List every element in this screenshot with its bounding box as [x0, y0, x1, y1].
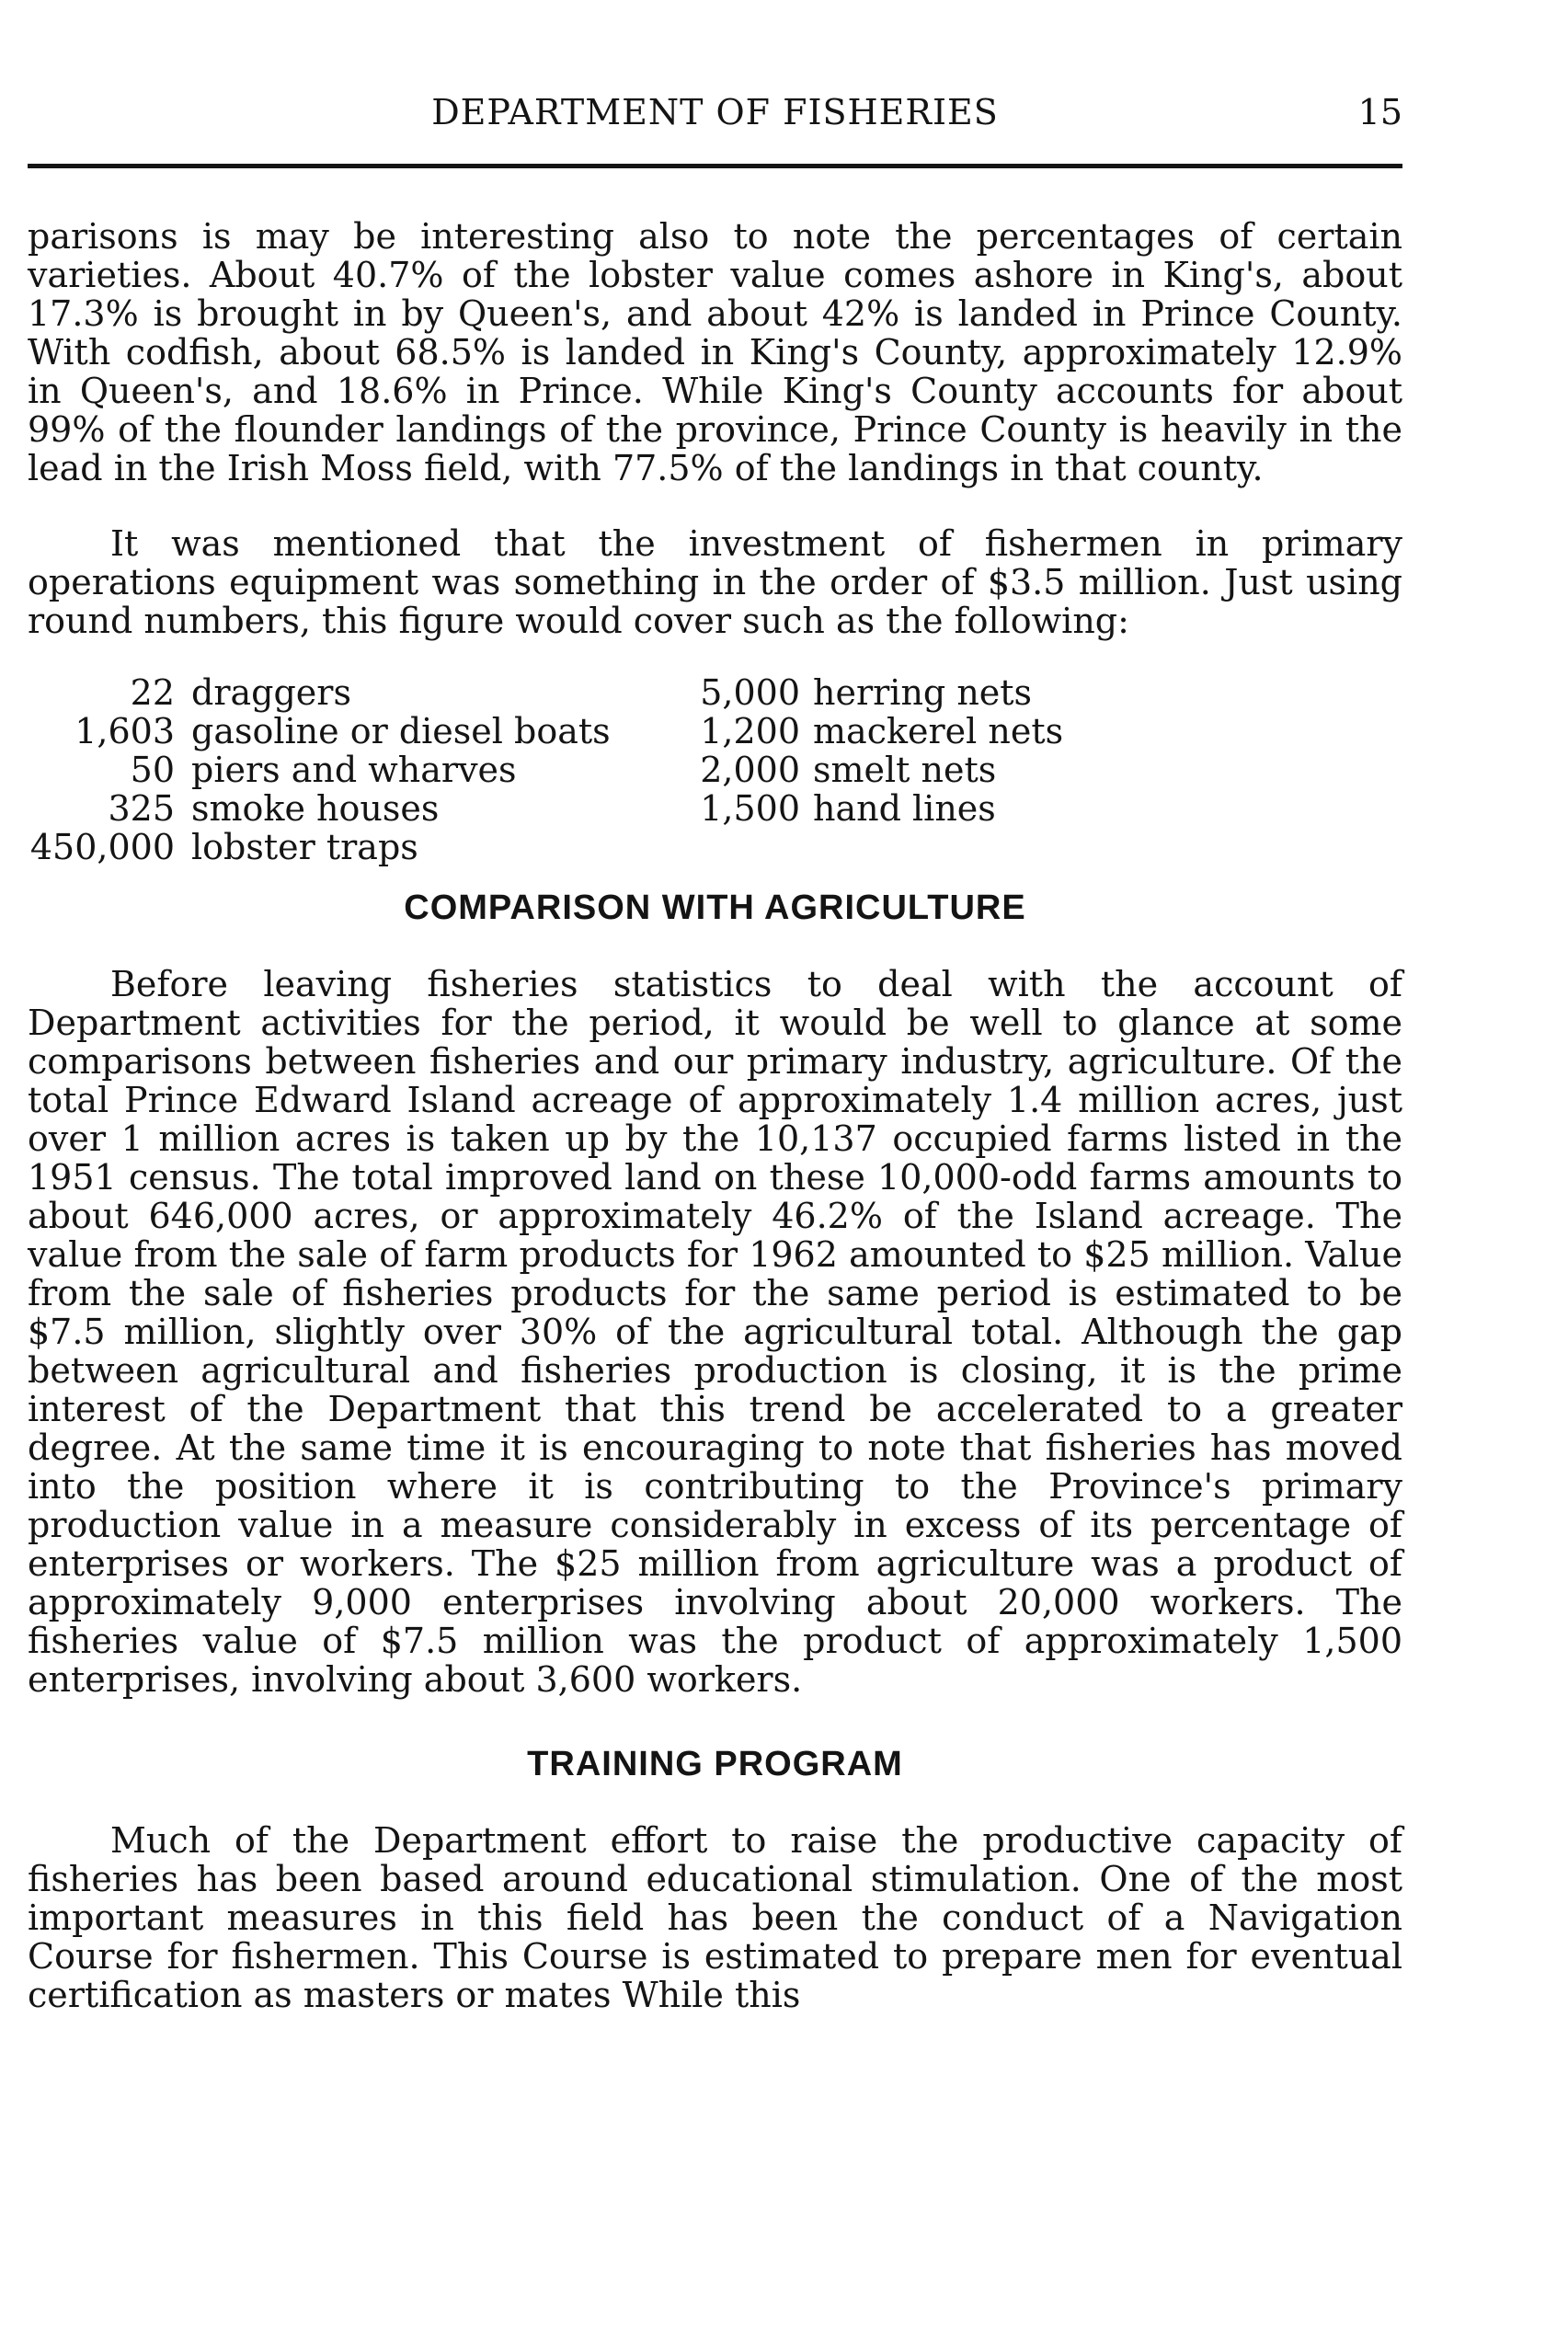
list-item: [28, 828, 690, 866]
equipment-column-left: [28, 673, 690, 866]
equipment-item: gasoline or diesel boats: [191, 711, 611, 751]
section-heading-agriculture: COMPARISON WITH AGRICULTURE: [404, 888, 1026, 927]
list-item: [28, 751, 690, 789]
paragraph-agriculture: Before leaving fisheries statistics to deal with the account of Department activities for the period, it would be well to glance at some comparisons between fisheries and our primary industry, agriculture. Of the total Prince Edward Island acreage of approximately 1.4 million acres, just over 1 million acres is taken up by the 10,137 occupied farms listed in the 1951 census. The total improved land on these 10,000-odd farms amounts to about 646,000 acres, or approximately 46.2% of the Island acreage. The value from the sale of farm products for 1962 amounted to $25 million. Value from the sale of fisheries products for the same period is estimated to be $7.5 million, slightly over 30% of the agricultural total. Although the gap between agricultural and fisheries production is closing, it is the prime interest of the Department that this trend be accelerated to a greater degree. At the same time it is encouraging to note that fisheries has moved into the position where it is contributing to the Province's primary production value in a measure considerably in excess of its percentage of enterprises or workers. The $25 million from agriculture was a product of approximately 9,000 enterprises involving about 20,000 workers. The fisheries value of $7.5 million was the product of approximately 1,500 enterprises, involving about 3,600 workers.: [28, 964, 1402, 1700]
equipment-item: smoke houses: [191, 788, 440, 829]
equipment-quantity: 2,000: [700, 750, 800, 790]
paragraph-investment: It was mentioned that the investment of fishermen in primary operations equipment was something in the order of $3.5 million. Just using round numbers, this figure would cover such as the following:: [28, 523, 1402, 641]
page-body: [28, 217, 1402, 2014]
equipment-quantity: 450,000: [29, 827, 175, 867]
page-number: 15: [1357, 92, 1402, 132]
equipment-quantity: 5,000: [700, 672, 800, 713]
equipment-quantity: 1,200: [700, 711, 800, 751]
list-item: [690, 789, 1352, 828]
paragraph-training: Much of the Department effort to raise the productive capacity of fisheries has been based around educational stimulation. One of the most important measures in this field has been the conduct of a Navigation Course for fishermen. This Course is estimated to prepare men for eventual certification as masters or mates While this: [28, 1820, 1402, 2015]
equipment-item: mackerel nets: [813, 711, 1064, 751]
equipment-item: lobster traps: [191, 827, 418, 867]
running-header: [28, 92, 1402, 143]
equipment-item: piers and wharves: [191, 750, 517, 790]
equipment-item: herring nets: [813, 672, 1033, 713]
list-item: [28, 712, 690, 751]
list-item: [690, 673, 1352, 712]
paragraph-percentages: parisons is may be interesting also to note the percentages of certain varieties. About 40.7% of the lobster value comes ashore in King's, about 17.3% is brought in by Queen's, and about 42% is landed in Prince County. With codfish, about 68.5% is landed in King's County, approximately 12.9% in Queen's, and 18.6% in Prince. While King's County accounts for about 99% of the flounder landings of the province, Prince County is heavily in the lead in the Irish Moss field, with 77.5% of the landings in that county.: [28, 216, 1402, 488]
equipment-item: draggers: [191, 672, 351, 713]
equipment-item: smelt nets: [813, 750, 997, 790]
list-item: [690, 751, 1352, 789]
equipment-quantity: 50: [130, 750, 175, 790]
equipment-quantity: 22: [130, 672, 175, 713]
list-item: [28, 673, 690, 712]
equipment-quantity: 1,603: [74, 711, 175, 751]
equipment-item: hand lines: [813, 788, 996, 829]
list-item: [690, 712, 1352, 751]
running-title: DEPARTMENT OF FISHERIES: [431, 92, 999, 132]
header-rule: [28, 164, 1402, 168]
equipment-list: [28, 673, 1402, 866]
equipment-quantity: 325: [108, 788, 175, 829]
list-item: [28, 789, 690, 828]
section-heading-training: TRAINING PROGRAM: [527, 1745, 903, 1783]
equipment-quantity: 1,500: [700, 788, 800, 829]
equipment-column-right: [690, 673, 1352, 828]
